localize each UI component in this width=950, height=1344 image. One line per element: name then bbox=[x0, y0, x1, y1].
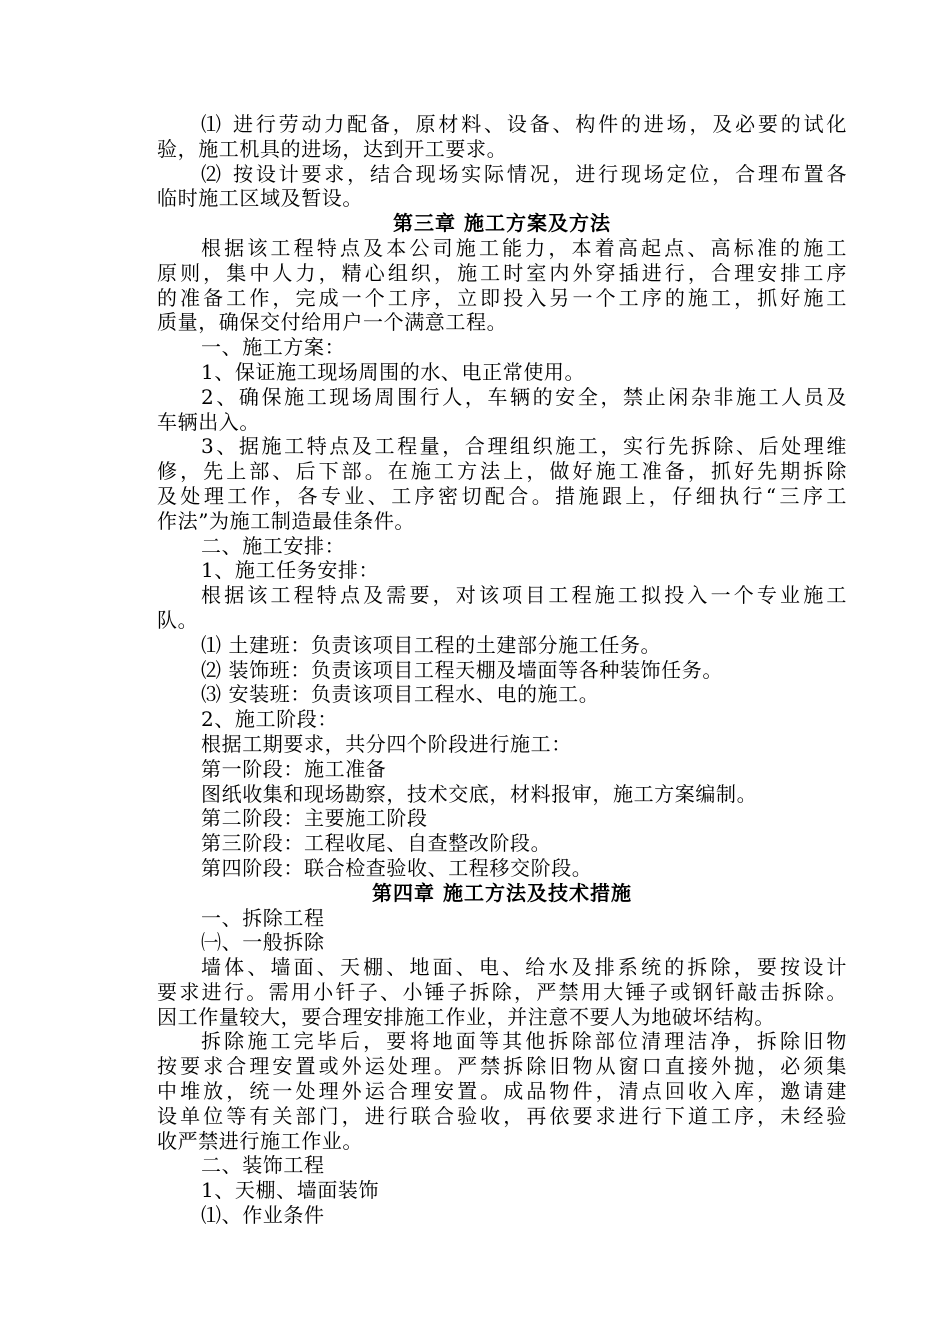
paragraph-line: 收严禁进行施工作业。 bbox=[157, 1128, 363, 1153]
section-heading: 二、装饰工程 bbox=[201, 1153, 325, 1178]
section-heading: 一、施工方案： bbox=[201, 335, 346, 360]
paragraph-line: 要求进行。需用小钎子、小锤子拆除，严禁用大锤子或钢钎敲击拆除。 bbox=[157, 979, 847, 1004]
paragraph-line: 2、确保施工现场周围行人，车辆的安全，禁止闲杂非施工人员及 bbox=[201, 384, 847, 409]
paragraph-line: 原则，集中人力，精心组织，施工时室内外穿插进行，合理安排工序 bbox=[157, 260, 847, 285]
paragraph-line: 第四阶段：联合检查验收、工程移交阶段。 bbox=[201, 855, 593, 880]
paragraph-line: 第二阶段：主要施工阶段 bbox=[201, 806, 428, 831]
paragraph-line: 及处理工作，各专业、工序密切配合。措施跟上，仔细执行“三序工 bbox=[157, 483, 847, 508]
paragraph-line: 拆除施工完毕后，要将地面等其他拆除部位清理洁净，拆除旧物 bbox=[201, 1029, 847, 1054]
paragraph-line: 2、施工阶段： bbox=[201, 707, 338, 732]
paragraph-line: 图纸收集和现场勘察，技术交底，材料报审，施工方案编制。 bbox=[201, 781, 758, 806]
paragraph-line: 质量，确保交付给用户一个满意工程。 bbox=[157, 310, 508, 335]
paragraph-line: 临时施工区域及暂设。 bbox=[157, 186, 363, 211]
paragraph-line: 因工作量较大，要合理安排施工作业，并注意不要人为地破坏结构。 bbox=[157, 1004, 775, 1029]
section-heading: 1、天棚、墙面装饰 bbox=[201, 1178, 380, 1203]
paragraph-line: 第三阶段：工程收尾、自查整改阶段。 bbox=[201, 831, 552, 856]
paragraph-line: 验，施工机具的进场，达到开工要求。 bbox=[157, 136, 508, 161]
paragraph-line: 墙体、墙面、天棚、地面、电、给水及排系统的拆除，要按设计 bbox=[201, 955, 847, 980]
paragraph-line: 1、施工任务安排： bbox=[201, 558, 380, 583]
paragraph-line: 车辆出入。 bbox=[157, 409, 260, 434]
paragraph-line: 根据工期要求，共分四个阶段进行施工： bbox=[201, 731, 572, 756]
chapter-heading: 第四章 施工方法及技术措施 bbox=[372, 880, 632, 905]
paragraph-line: 1、保证施工现场周围的水、电正常使用。 bbox=[201, 359, 586, 384]
paragraph-line: 作法”为施工制造最佳条件。 bbox=[157, 508, 416, 533]
document-page bbox=[157, 112, 847, 1228]
paragraph-line: 按要求合理安置或外运处理。严禁拆除旧物从窗口直接外抛，必须集 bbox=[157, 1054, 847, 1079]
section-heading: ⑴、作业条件 bbox=[201, 1203, 325, 1228]
paragraph-line: ⑶ 安装班：负责该项目工程水、电的施工。 bbox=[201, 682, 600, 707]
paragraph-line: 第一阶段：施工准备 bbox=[201, 756, 387, 781]
paragraph-line: ⑴ 进行劳动力配备，原材料、设备、构件的进场，及必要的试化 bbox=[201, 112, 847, 136]
paragraph-line: 设单位等有关部门，进行联合验收，再依要求进行下道工序，未经验 bbox=[157, 1103, 847, 1128]
paragraph-line: 的准备工作，完成一个工序，立即投入另一个工序的施工，抓好施工 bbox=[157, 285, 847, 310]
section-heading: ㈠、一般拆除 bbox=[201, 930, 325, 955]
chapter-heading: 第三章 施工方案及方法 bbox=[393, 211, 611, 236]
paragraph-line: ⑴ 土建班：负责该项目工程的土建部分施工任务。 bbox=[201, 632, 662, 657]
paragraph-line: 3、据施工特点及工程量，合理组织施工，实行先拆除、后处理维 bbox=[201, 434, 847, 459]
paragraph-line: 修，先上部、后下部。在施工方法上，做好施工准备，抓好先期拆除 bbox=[157, 459, 847, 484]
paragraph-line: ⑵ 装饰班：负责该项目工程天棚及墙面等各种装饰任务。 bbox=[201, 657, 723, 682]
paragraph-line: 队。 bbox=[157, 607, 199, 632]
paragraph-line: 根据该工程特点及需要，对该项目工程施工拟投入一个专业施工 bbox=[201, 583, 847, 608]
section-heading: 一、拆除工程 bbox=[201, 905, 325, 930]
paragraph-line: 根据该工程特点及本公司施工能力，本着高起点、高标准的施工 bbox=[201, 235, 847, 260]
section-heading: 二、施工安排： bbox=[201, 533, 346, 558]
paragraph-line: ⑵ 按设计要求，结合现场实际情况，进行现场定位，合理布置各 bbox=[201, 161, 847, 186]
paragraph-line: 中堆放，统一处理外运合理安置。成品物件，清点回收入库，邀请建 bbox=[157, 1079, 847, 1104]
